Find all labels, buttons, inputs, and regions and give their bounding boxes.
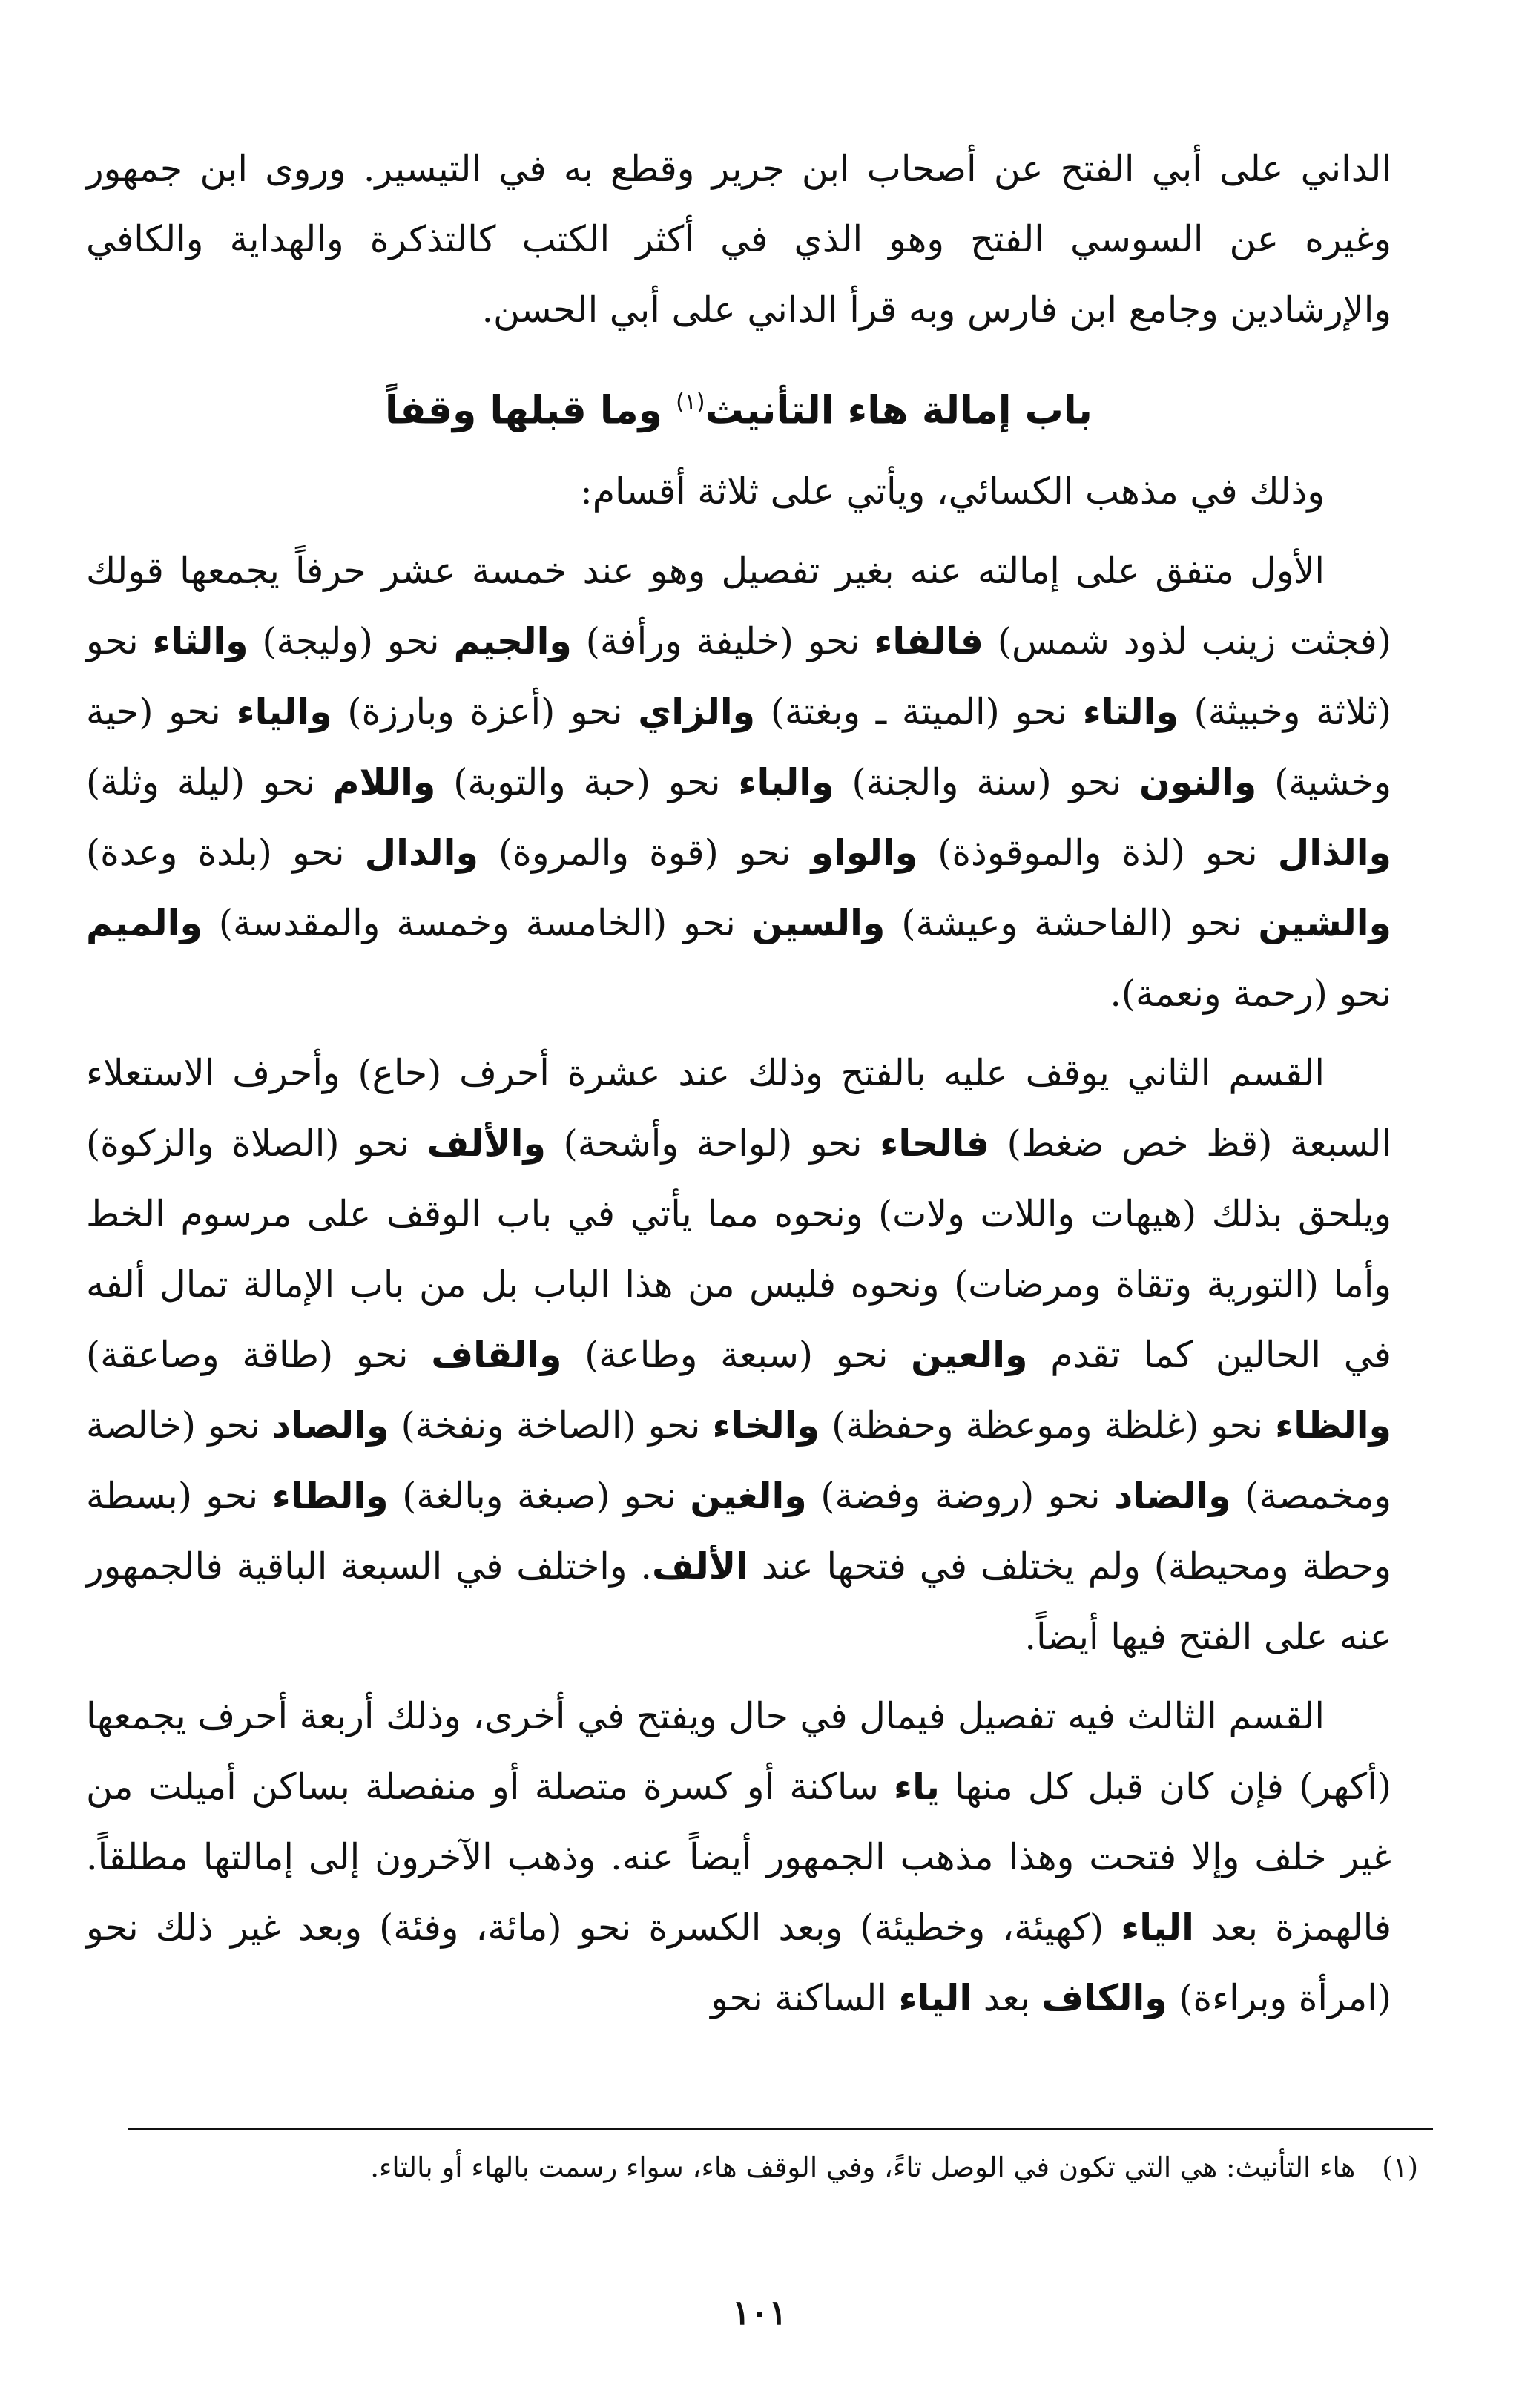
section-two-paragraph: [86, 1038, 1391, 1672]
letter-term: والضاد: [1114, 1475, 1231, 1518]
letter-term: والثاء: [152, 620, 248, 663]
example-text: بعد: [972, 1977, 1042, 2020]
example-text: نحو (سنة والجنة): [834, 761, 1140, 804]
example-text: نحو (ليلة وثلة): [86, 761, 333, 804]
chapter-title: [86, 367, 1391, 446]
example-text: نحو (غلظة وموعظة وحفظة): [819, 1404, 1276, 1447]
sec2-text: القسم الثاني يوقف عليه بالفتح وذلك عند عشرة أحرف (حاع) وأحرف الاستعلاء السبعة (قظ خص ضغط): [86, 1052, 1392, 1165]
footnote-marker[interactable]: (١): [676, 389, 705, 415]
letter-term: والألف: [426, 1122, 546, 1165]
example-text: نحو (أعزة وبارزة): [332, 691, 639, 734]
example-text: الساكنة نحو: [711, 1977, 899, 2020]
letter-term: والغين: [690, 1475, 807, 1518]
intro-paragraph: الداني على أبي الفتح عن أصحاب ابن جرير وقطع به في التيسير. وروى ابن جمهور وغيره عن السوسي الفتح وهو الذي في أكثر الكتب كالتذكرة والهداية والكافي والإرشادين وجامع ابن فارس وبه قرأ الداني على أبي الحسن.: [86, 148, 1391, 331]
letter-term: الألف: [651, 1545, 749, 1588]
title-text: باب إمالة هاء التأنيث: [705, 388, 1093, 433]
example-text: (كهيئة، وخطيئة) وبعد الكسرة نحو (مائة، وفئة) وبعد غير ذلك نحو (امرأة وبراءة): [86, 1907, 1391, 2020]
example-text: نحو (بسطة وحطة ومحيطة) ولم يختلف في فتحها عند: [86, 1475, 1392, 1588]
footnote: [128, 2145, 1433, 2190]
example-text: نحو (رحمة ونعمة).: [1110, 973, 1391, 1016]
example-text: نحو (خليفة ورأفة): [571, 620, 874, 663]
letter-term: والكاف: [1041, 1977, 1167, 2020]
letter-term: والياء: [236, 691, 332, 734]
letter-term: والشين: [1258, 902, 1391, 945]
example-text: نحو (خالصة ومخمصة): [86, 1404, 1391, 1518]
letter-term: والدال: [364, 832, 478, 875]
letter-term: والخاء: [712, 1404, 820, 1447]
example-text: نحو (الفاحشة وعيشة): [885, 902, 1259, 945]
sec3-text: القسم الثالث فيه تفصيل فيمال في حال ويفتح في أخرى، وذلك أربعة أحرف يجمعها (أكهر) فإن كان قبل كل منها: [86, 1695, 1391, 1809]
example-text: ساكنة أو كسرة متصلة أو منفصلة بساكن أميلت من غير خلف وإلا فتحت وهذا مذهب الجمهور أيضاً عنه. وذهب الآخرون إلى إمالتها مطلقاً. فالهمزة بعد: [86, 1766, 1391, 1950]
lead-paragraph: وذلك في مذهب الكسائي، ويأتي على ثلاثة أقسام:: [580, 470, 1325, 513]
example-text: نحو (قوة والمروة): [478, 832, 811, 875]
letter-term: ياء: [894, 1766, 940, 1809]
title-text-end: وما قبلها وقفاً: [385, 388, 676, 433]
example-text: نحو (حية وخشية): [86, 691, 1391, 804]
example-text: نحو (لواحة وأشحة): [545, 1122, 880, 1165]
page-number: ١٠١: [731, 2292, 788, 2332]
example-text: نحو (وليجة): [248, 620, 454, 663]
letter-term: والباء: [738, 761, 834, 804]
footnote-divider: [128, 2128, 1433, 2130]
letter-term: فالفاء: [874, 620, 983, 663]
example-text: نحو (الصلاة والزكوة) ويلحق بذلك (هيهات واللات ولات) ونحوه مما يأتي في باب الوقف على مرسوم الخط وأما (التورية وتقاة ومرضات) ونحوه فليس من هذا الباب بل من باب الإمالة تمال ألفه في الحالين كما تقدم: [86, 1122, 1391, 1377]
letter-term: والواو: [811, 832, 918, 875]
letter-term: والتاء: [1082, 691, 1179, 734]
example-text: نحو (لذة والموقوذة): [917, 832, 1278, 875]
letter-term: والعين: [911, 1334, 1028, 1377]
footnote-number: (١): [1382, 2151, 1418, 2183]
footnote-text: هاء التأنيث: هي التي تكون في الوصل تاءً، وفي الوقف هاء، سواء رسمت بالهاء أو بالتاء.: [370, 2151, 1356, 2183]
letter-term: واللام: [332, 761, 436, 804]
letter-term: والجيم: [453, 620, 572, 663]
letter-term: فالحاء: [880, 1122, 989, 1165]
letter-term: والنون: [1139, 761, 1257, 804]
section-one-paragraph: [86, 536, 1391, 1029]
letter-term: والزاي: [638, 691, 756, 734]
example-text: نحو (الخامسة وخمسة والمقدسة): [202, 902, 752, 945]
example-text: نحو (بلدة وعدة): [86, 832, 365, 875]
example-text: نحو (الصاخة ونفخة): [389, 1404, 713, 1447]
example-text: نحو (روضة وفضة): [806, 1475, 1115, 1518]
letter-term: الياء: [898, 1977, 972, 2020]
section-three-paragraph: [86, 1681, 1391, 2033]
letter-term: والميم: [86, 902, 202, 945]
example-text: نحو (ثلاثة وخبيثة): [86, 620, 1392, 734]
sec1-text: الأول متفق على إمالته عنه بغير تفصيل وهو عند خمسة عشر حرفاً يجمعها قولك (فجثت زينب لذود شمس): [86, 550, 1391, 663]
letter-term: والقاف: [431, 1334, 562, 1377]
letter-term: والظاء: [1275, 1404, 1391, 1447]
example-text: نحو (حبة والتوبة): [435, 761, 739, 804]
example-text: نحو (صبغة وبالغة): [388, 1475, 691, 1518]
example-text: نحو (طاقة وصاعقة): [86, 1334, 432, 1377]
page-body: [86, 134, 1391, 2042]
letter-term: والسين: [751, 902, 886, 945]
letter-term: والطاء: [271, 1475, 389, 1518]
letter-term: والذال: [1277, 832, 1391, 875]
example-text: . واختلف في السبعة الباقية فالجمهور عنه على الفتح فيها أيضاً.: [86, 1545, 1391, 1659]
letter-term: الياء: [1121, 1907, 1194, 1950]
letter-term: والصاد: [271, 1404, 389, 1447]
example-text: نحو (سبعة وطاعة): [561, 1334, 912, 1377]
example-text: نحو (الميتة ـ وبغتة): [755, 691, 1083, 734]
